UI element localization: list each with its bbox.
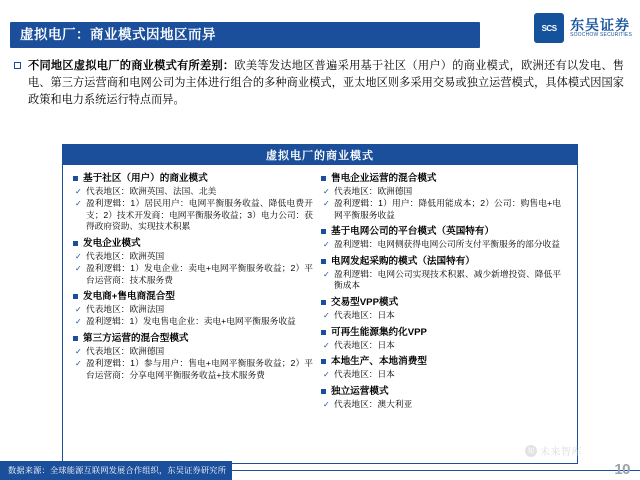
model-block-item xyxy=(323,198,561,221)
card-title: 虚拟电厂的商业模式 xyxy=(63,145,577,165)
square-bullet-icon xyxy=(321,359,326,364)
model-block-item-text: 盈利逻辑：1）居民用户：电网平衡服务收益、降低电费开支；2）技术开发商：电网平衡服务收益；3）电力公司：获得政府资助、实现技术积累 xyxy=(86,198,313,232)
check-icon: ✓ xyxy=(75,199,82,209)
lead-paragraph xyxy=(14,58,626,109)
model-block xyxy=(321,296,561,322)
check-icon: ✓ xyxy=(323,311,330,321)
model-block-heading-label: 发电企业模式 xyxy=(83,237,141,249)
check-icon: ✓ xyxy=(75,305,82,315)
slide-footer xyxy=(0,447,640,480)
model-block xyxy=(73,332,313,381)
check-icon: ✓ xyxy=(75,187,82,196)
model-block-item xyxy=(75,316,313,328)
model-block-item-text: 盈利逻辑：电网公司实现技术积累、减少新增投资、降低平衡成本 xyxy=(334,268,561,291)
model-block-item xyxy=(323,340,561,352)
square-bullet-icon xyxy=(321,229,326,234)
square-bullet-icon xyxy=(73,241,78,246)
check-icon: ✓ xyxy=(323,370,330,380)
lead-bold-prefix: 不同地区虚拟电厂的商业模式有所差别： xyxy=(28,60,235,72)
square-bullet-icon xyxy=(321,330,326,335)
model-block-item xyxy=(75,346,313,358)
model-block-heading-label: 基于社区（用户）的商业模式 xyxy=(83,173,208,184)
logo-text xyxy=(570,18,632,38)
model-block-item xyxy=(323,310,561,322)
model-block-heading xyxy=(73,172,313,185)
model-block xyxy=(321,255,561,292)
model-block-item-text: 盈利逻辑：1）发电售电企业：卖电+电网平衡服务收益 xyxy=(86,316,296,327)
check-icon: ✓ xyxy=(75,346,82,356)
square-bullet-icon xyxy=(73,294,78,299)
square-bullet-icon xyxy=(321,259,326,264)
model-block-heading xyxy=(321,385,561,398)
check-icon: ✓ xyxy=(75,251,82,261)
model-block xyxy=(73,172,313,233)
model-block-item-text: 盈利逻辑：1）参与用户：售电+电网平衡服务收益；2）平台运营商：分享电网平衡服务收益+技术服务费 xyxy=(86,357,313,380)
model-block-item-text: 代表地区：日本 xyxy=(334,369,395,380)
model-block xyxy=(73,237,313,286)
check-icon: ✓ xyxy=(323,269,330,279)
model-block-item xyxy=(75,263,313,286)
model-block xyxy=(321,225,561,251)
square-bullet-icon xyxy=(73,176,78,181)
model-block-item xyxy=(75,251,313,263)
model-block xyxy=(321,355,561,381)
model-block-heading-label: 独立运营模式 xyxy=(331,385,389,397)
model-block-item-text: 盈利逻辑：电网侧获得电网公司所支付平衡服务的部分收益 xyxy=(334,239,560,250)
page-number: 10 xyxy=(614,461,630,478)
model-block-item-text: 代表地区：欧洲法国 xyxy=(86,304,165,315)
lead-text xyxy=(28,58,624,109)
model-block xyxy=(73,290,313,328)
logo-mark-icon: SCS xyxy=(534,13,564,43)
card-column-left xyxy=(73,172,321,458)
model-block-item-text: 盈利逻辑：1）发电企业：卖电+电网平衡服务收益；2）平台运营商：技术服务费 xyxy=(86,262,313,285)
square-bullet-icon xyxy=(321,389,326,394)
logo-name-en: SOOCHOW SECURITIES xyxy=(570,31,632,38)
check-icon: ✓ xyxy=(323,199,330,209)
model-block xyxy=(321,172,561,221)
square-bullet-icon xyxy=(73,336,78,341)
check-icon: ✓ xyxy=(75,263,82,273)
page-title: 虚拟电厂：商业模式因地区而异 xyxy=(20,27,216,42)
watermark xyxy=(525,443,582,458)
model-block-item-text: 代表地区：欧洲德国 xyxy=(334,186,413,196)
check-icon: ✓ xyxy=(75,317,82,327)
model-block-heading xyxy=(321,255,561,268)
model-block-item xyxy=(323,369,561,381)
model-block-item-text: 代表地区：日本 xyxy=(334,310,395,321)
model-block-item xyxy=(75,186,313,198)
model-block-item xyxy=(75,304,313,316)
model-block-item xyxy=(323,269,561,292)
model-block-heading xyxy=(321,296,561,309)
model-block-item-text: 盈利逻辑：1）用户：降低用能成本；2）公司：购售电+电网平衡服务收益 xyxy=(334,198,561,220)
model-block-heading xyxy=(321,172,561,185)
model-block-heading xyxy=(321,355,561,368)
watermark-badge-icon: 知 xyxy=(525,445,537,457)
slide-header xyxy=(0,0,640,52)
model-block-item xyxy=(323,186,561,198)
model-block-item xyxy=(75,358,313,381)
check-icon: ✓ xyxy=(323,240,330,250)
model-block-item xyxy=(323,239,561,251)
bullet-square-icon xyxy=(14,62,21,69)
model-block-item-text: 代表地区：澳大利亚 xyxy=(334,398,413,409)
model-block-heading-label: 售电企业运营的混合模式 xyxy=(331,173,437,184)
model-block xyxy=(321,326,561,352)
model-block-heading xyxy=(321,225,561,238)
model-block-heading xyxy=(73,237,313,250)
card-body xyxy=(63,165,577,464)
check-icon: ✓ xyxy=(323,340,330,350)
company-logo xyxy=(534,12,632,44)
model-block-item-text: 代表地区：欧洲德国 xyxy=(86,345,165,356)
model-block xyxy=(321,385,561,411)
model-block-heading-label: 交易型VPP模式 xyxy=(331,297,399,309)
model-block-heading-label: 基于电网公司的平台模式（英国特有） xyxy=(331,226,495,238)
model-block-item-text: 代表地区：欧洲英国、法国、北美 xyxy=(86,186,217,196)
business-model-card xyxy=(62,144,578,464)
check-icon: ✓ xyxy=(323,399,330,409)
model-block-heading xyxy=(73,332,313,345)
lead-body: 欧美等发达地区普遍采用基于社区（用户）的商业模式，欧洲还有以发电、售电、第三方运营商和电网公司为主体进行组合的多种商业模式，亚太地区则多采用交易或独立运营模式，具体模式因国家政策和电力系统运行特点而异。 xyxy=(28,60,624,106)
logo-name-cn: 东吴证券 xyxy=(570,17,631,34)
model-block-heading-label: 本地生产、本地消费型 xyxy=(331,356,427,368)
model-block-heading-label: 可再生能源集约化VPP xyxy=(331,326,427,338)
model-block-item-text: 代表地区：日本 xyxy=(334,339,395,350)
model-block-item xyxy=(323,399,561,411)
model-block-heading xyxy=(73,290,313,303)
source-note: 数据来源：全球能源互联网发展合作组织，东吴证券研究所 xyxy=(0,461,232,480)
model-block-item-text: 代表地区：欧洲英国 xyxy=(86,250,165,261)
check-icon: ✓ xyxy=(75,358,82,368)
model-block-heading xyxy=(321,326,561,339)
model-block-heading-label: 发电商+售电商混合型 xyxy=(83,291,175,303)
square-bullet-icon xyxy=(321,176,326,181)
square-bullet-icon xyxy=(321,300,326,305)
model-block-item xyxy=(75,198,313,233)
watermark-text: 未来智库 xyxy=(540,447,582,458)
footer-divider xyxy=(232,470,640,472)
card-column-right xyxy=(321,172,569,458)
check-icon: ✓ xyxy=(323,187,330,196)
model-block-heading-label: 电网发起采购的模式（法国特有） xyxy=(331,255,475,267)
model-block-heading-label: 第三方运营的混合型模式 xyxy=(83,332,189,344)
